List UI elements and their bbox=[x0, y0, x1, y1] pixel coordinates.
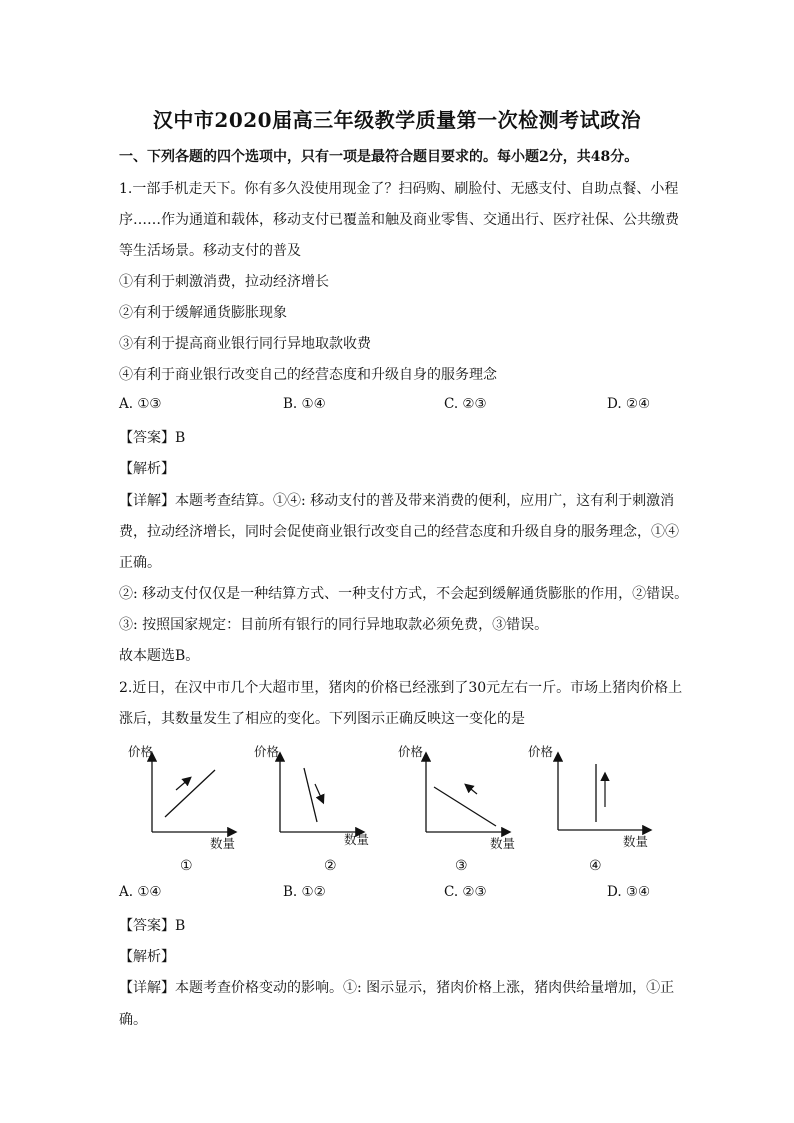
graph-number: ① bbox=[180, 858, 193, 872]
q1-detail-line: 【详解】本题考查结算。①④: 移动支付的普及带来消费的便利，应用广，这有利于刺激消 bbox=[119, 493, 675, 509]
arrow-icon bbox=[466, 785, 477, 794]
q1-detail-line: ②: 移动支付仅仅是一种结算方式、一种支付方式，不会起到缓解通货膨胀的作用，②错误。 bbox=[119, 586, 689, 602]
q1-option-d: D. ②④ bbox=[607, 396, 651, 412]
q2-option-d: D. ③④ bbox=[607, 884, 651, 900]
graph-4-svg bbox=[526, 742, 666, 872]
q1-item: ①有利于刺激消费，拉动经济增长 bbox=[119, 274, 329, 290]
section-heading: 一、下列各题的四个选项中，只有一项是最符合题目要求的。每小题2分，共48分。 bbox=[119, 149, 639, 165]
q1-stem-line: 1.一部手机走天下。你有多久没使用现金了？扫码购、刷脸付、无感支付、自助点餐、小程 bbox=[119, 181, 679, 197]
q1-option-c: C. ②③ bbox=[444, 396, 487, 412]
supply-curve bbox=[165, 770, 215, 817]
q2-analysis-label: 【解析】 bbox=[119, 949, 175, 965]
graph-2 bbox=[248, 742, 388, 872]
q2-detail-line: 确。 bbox=[119, 1012, 147, 1028]
q1-stem-line: 等生活场景。移动支付的普及 bbox=[119, 243, 301, 259]
arrow-icon bbox=[176, 778, 190, 790]
q1-item: ④有利于商业银行改变自己的经营态度和升级自身的服务理念 bbox=[119, 367, 497, 383]
graph-number: ④ bbox=[589, 858, 602, 872]
graph-number: ③ bbox=[455, 858, 468, 872]
q1-analysis-label: 【解析】 bbox=[119, 461, 175, 477]
q2-stem-line: 涨后，其数量发生了相应的变化。下列图示正确反映这一变化的是 bbox=[119, 711, 525, 727]
q2-answer: 【答案】B bbox=[119, 918, 186, 934]
q2-detail-line: 【详解】本题考查价格变动的影响。①: 图示显示，猪肉价格上涨，猪肉供给量增加，①正 bbox=[119, 980, 675, 996]
q1-option-a: A. ①③ bbox=[119, 396, 162, 412]
graph-1 bbox=[120, 742, 260, 872]
arrow-icon bbox=[315, 784, 323, 802]
q1-option-b: B. ①④ bbox=[283, 396, 326, 412]
x-axis-label: 数量 bbox=[210, 836, 236, 851]
q1-item: ②有利于缓解通货膨胀现象 bbox=[119, 305, 287, 321]
x-axis-label: 数量 bbox=[490, 836, 516, 851]
x-axis-label: 数量 bbox=[344, 832, 370, 847]
graph-3 bbox=[394, 742, 534, 872]
q1-answer: 【答案】B bbox=[119, 430, 186, 446]
q1-detail-line: 故本题选B。 bbox=[119, 648, 200, 664]
q2-stem-line: 2.近日，在汉中市几个大超市里，猪肉的价格已经涨到了30元左右一斤。市场上猪肉价格上 bbox=[119, 680, 683, 696]
q2-option-c: C. ②③ bbox=[444, 884, 487, 900]
graph-2-svg bbox=[248, 742, 388, 872]
q1-detail-line: 费，拉动经济增长，同时会促使商业银行改变自己的经营态度和升级自身的服务理念，①④ bbox=[119, 524, 679, 540]
q1-detail-line: ③: 按照国家规定：目前所有银行的同行异地取款必须免费，③错误。 bbox=[119, 617, 549, 633]
q1-detail-line: 正确。 bbox=[119, 555, 161, 571]
demand-curve bbox=[434, 787, 496, 826]
demand-curve bbox=[304, 768, 317, 822]
y-axis-label: 价格 bbox=[398, 744, 424, 759]
q1-item: ③有利于提高商业银行同行异地取款收费 bbox=[119, 336, 371, 352]
y-axis-label: 价格 bbox=[128, 744, 154, 759]
x-axis-label: 数量 bbox=[623, 834, 649, 849]
graph-number: ② bbox=[324, 858, 337, 872]
page-title: 汉中市2020届高三年级教学质量第一次检测考试政治 bbox=[152, 108, 642, 132]
graph-1-svg bbox=[120, 742, 260, 872]
q2-option-a: A. ①④ bbox=[119, 884, 162, 900]
q2-option-b: B. ①② bbox=[283, 884, 326, 900]
q1-stem-line: 序……作为通道和载体，移动支付已覆盖和触及商业零售、交通出行、医疗社保、公共缴费 bbox=[119, 212, 679, 228]
y-axis-label: 价格 bbox=[528, 744, 554, 759]
graph-3-svg bbox=[394, 742, 534, 872]
graph-4 bbox=[526, 742, 666, 872]
y-axis-label: 价格 bbox=[254, 744, 280, 759]
